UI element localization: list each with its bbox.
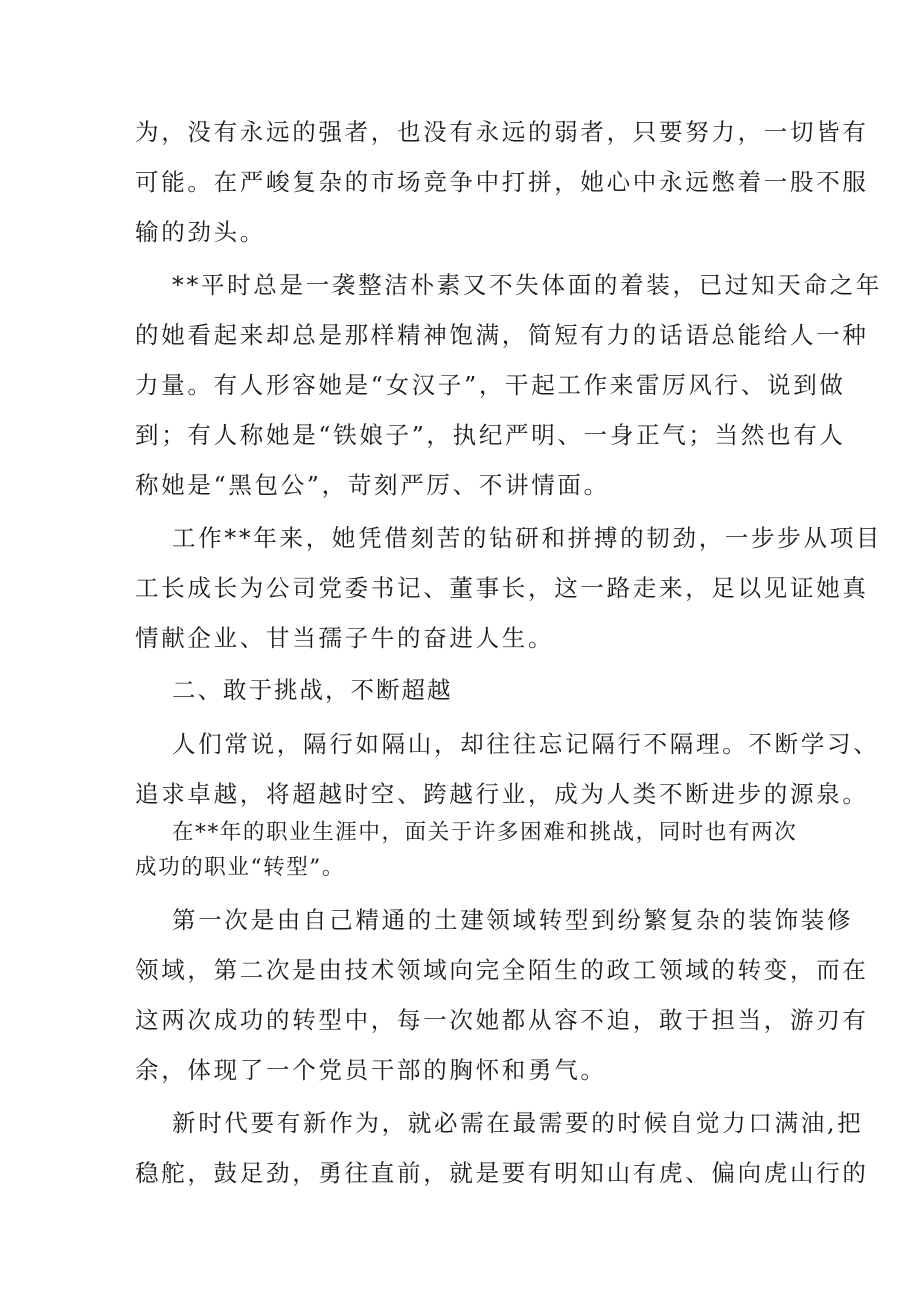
text-line: 第一次是由自己精通的土建领域转型到纷繁复杂的装饰装修 <box>172 906 854 934</box>
text-line: 余，体现了一个党员干部的胸怀和勇气。 <box>135 1056 607 1084</box>
text-line: 领域，第二次是由技术领域向完全陌生的政工领域的转变，而在 <box>135 956 869 984</box>
text-line: 这两次成功的转型中，每一次她都从容不迫，敢于担当，游刃有 <box>135 1006 869 1034</box>
text-line: 工长成长为公司党委书记、董事长，这一路走来，足以见证她真 <box>135 574 869 602</box>
text-line: **平时总是一袭整洁朴素又不失体面的着装，已过知天命之年 <box>172 271 883 299</box>
text-line: 成功的职业“转型”。 <box>135 855 345 880</box>
text-line: 到；有人称她是“铁娘子”，执纪严明、一身正气；当然也有人 <box>135 421 846 449</box>
text-line: 人们常说，隔行如隔山，却往往忘记隔行不隔理。不断学习、 <box>172 730 880 758</box>
text-line: 稳舵，鼓足劲，勇往直前，就是要有明知山有虎、偏向虎山行的 <box>135 1159 869 1187</box>
text-line: 力量。有人形容她是“女汉子”，干起工作来雷厉风行、说到做 <box>135 371 846 399</box>
text-line: 为，没有永远的强者，也没有永远的弱者，只要努力，一切皆有 <box>135 118 869 146</box>
text-line: 新时代要有新作为，就必需在最需要的时候自觉力口满油,把 <box>172 1109 864 1137</box>
text-line: 追求卓越，将超越时空、跨越行业，成为人类不断进步的源泉。 <box>135 780 869 808</box>
text-line: 的她看起来却总是那样精神饱满，简短有力的话语总能给人一种 <box>135 321 869 349</box>
section-heading: 二、敢于挑战，不断超越 <box>172 676 453 704</box>
text-line: 输的劲头。 <box>135 218 266 246</box>
text-line: 情献企业、甘当孺子牛的奋进人生。 <box>135 624 555 652</box>
text-line: 在**年的职业生涯中，面关于许多困难和挑战，同时也有两次 <box>172 820 798 845</box>
text-line: 称她是“黑包公”，苛刻严厉、不讲情面。 <box>135 471 610 499</box>
text-line: 工作**年来，她凭借刻苦的钻研和拼搏的韧劲，一步步从项目 <box>172 524 883 552</box>
text-line: 可能。在严峻复杂的市场竞争中打拼，她心中永远憋着一股不服 <box>135 168 869 196</box>
